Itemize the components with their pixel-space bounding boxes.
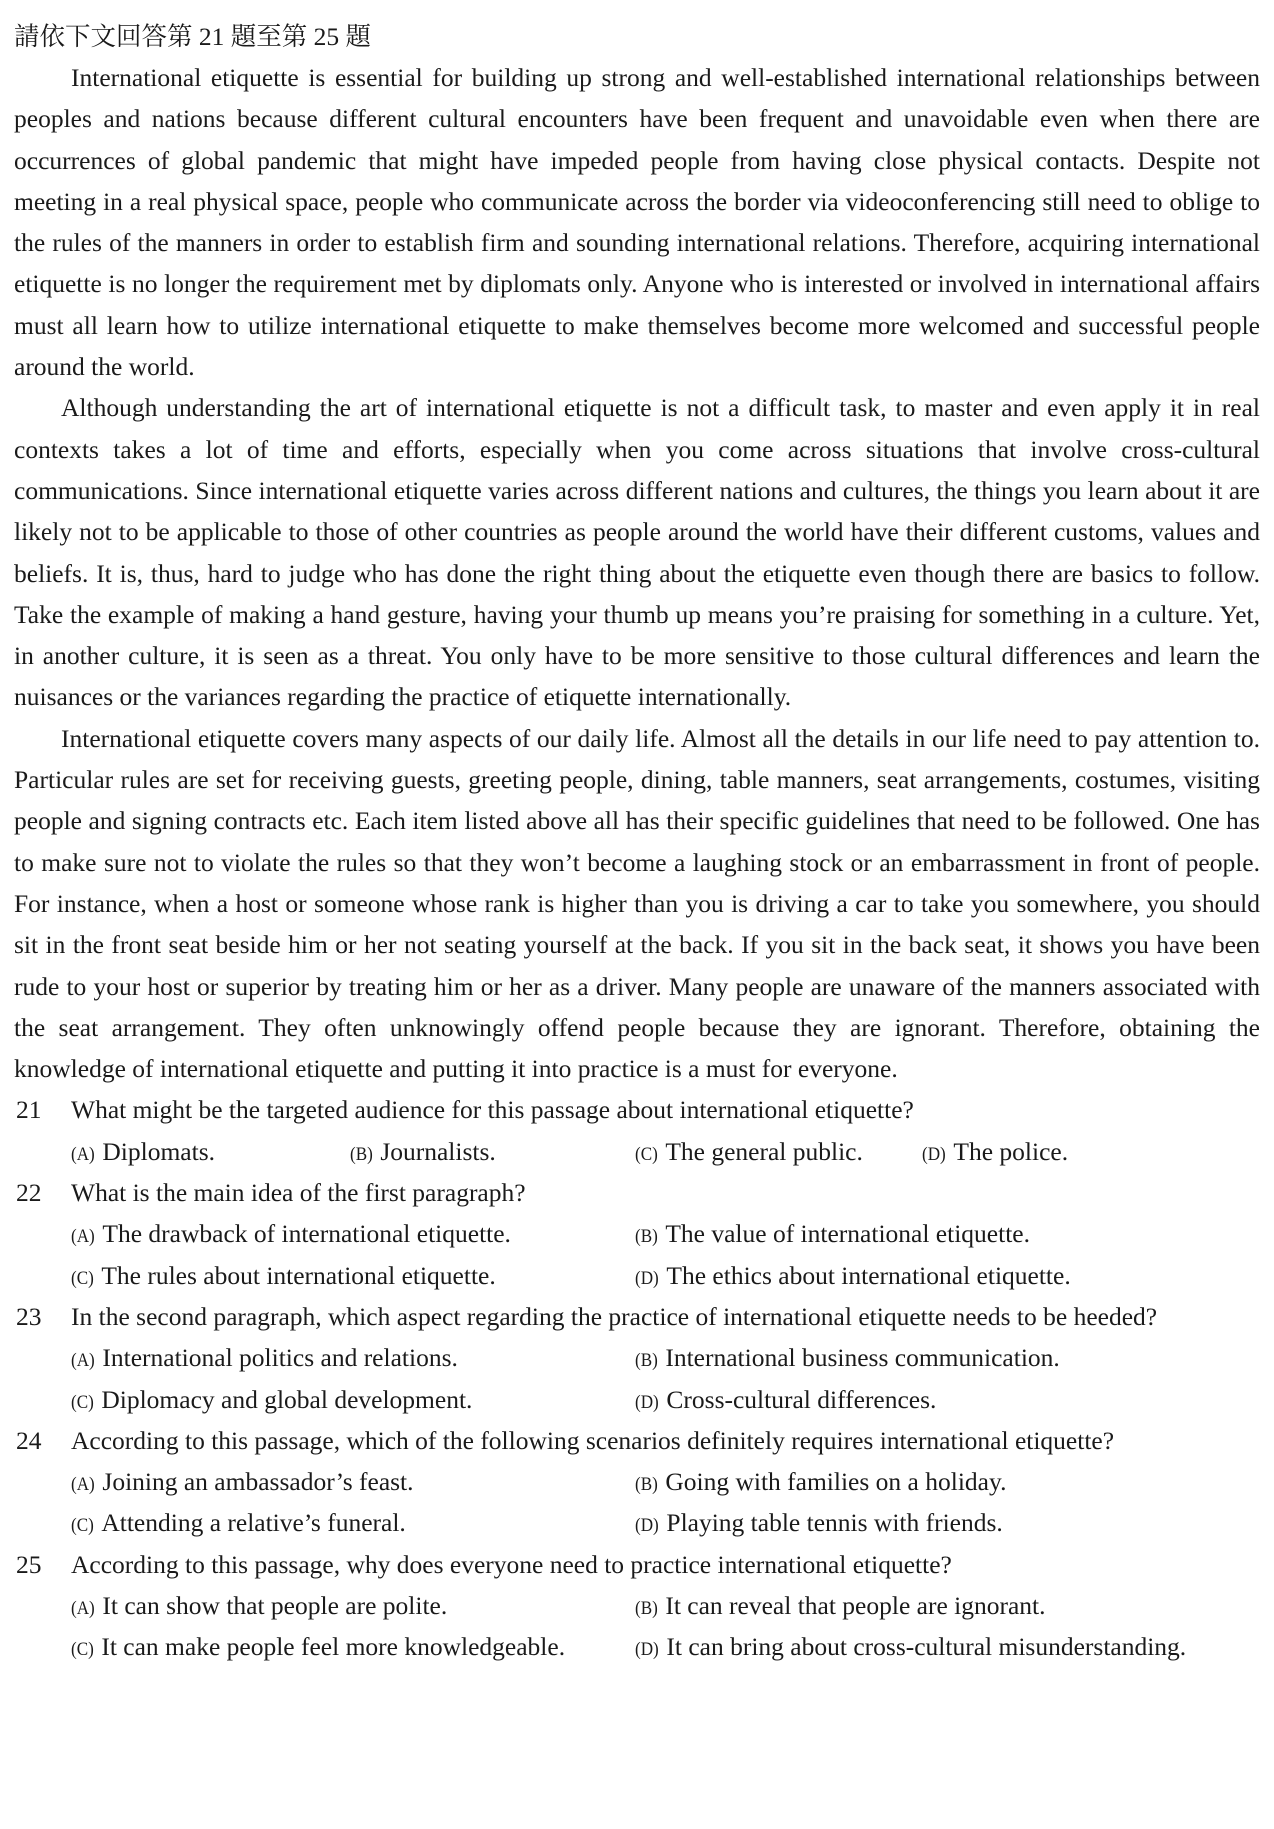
option-a	[71, 1131, 215, 1175]
options-row	[14, 1337, 1260, 1378]
option-a	[71, 1461, 414, 1505]
option-text: The police.	[953, 1136, 1069, 1166]
option-b	[635, 1213, 1030, 1257]
option-b	[635, 1337, 1060, 1381]
question-21	[14, 1089, 1260, 1130]
question-number: 25	[16, 1549, 42, 1579]
options-row	[14, 1213, 1260, 1254]
option-text: The value of international etiquette.	[665, 1219, 1030, 1249]
option-b	[350, 1131, 496, 1175]
option-letter: (A)	[71, 1474, 95, 1496]
question-23	[14, 1296, 1260, 1337]
option-text: Diplomacy and global development.	[101, 1384, 473, 1414]
option-b	[635, 1461, 1006, 1505]
options-row	[14, 1461, 1260, 1502]
question-text: In the second paragraph, which aspect regarding the practice of international etiquette needs to be heeded?	[71, 1301, 1158, 1331]
option-letter: (D)	[635, 1515, 659, 1537]
passage-paragraph-1: International etiquette is essential for building up strong and well-established international relationships between peoples and nations because different cultural encounters have been frequent and unavoidable even when there are occurrences of global pandemic that might have impeded people from having close physical contacts. Despite not meeting in a real physical space, people who communicate across the border via videoconferencing still need to oblige to the rules of the manners in order to establish firm and sounding international relations. Therefore, acquiring international etiquette is no longer the requirement met by diplomats only. Anyone who is interested or involved in international affairs must all learn how to utilize international etiquette to make themselves become more welcomed and successful people around the world.	[14, 63, 1260, 382]
question-number: 24	[16, 1425, 42, 1455]
option-text: The ethics about international etiquette.	[666, 1260, 1071, 1290]
option-text: Going with families on a holiday.	[665, 1467, 1007, 1497]
option-text: The general public.	[665, 1136, 863, 1166]
options-row	[14, 1379, 1260, 1420]
option-b	[635, 1585, 1046, 1629]
option-text: It can reveal that people are ignorant.	[665, 1590, 1046, 1620]
option-text: Journalists.	[380, 1136, 496, 1166]
option-letter: (D)	[635, 1639, 659, 1661]
option-letter: (B)	[635, 1597, 658, 1619]
option-c	[635, 1131, 863, 1175]
question-text: What is the main idea of the first paragraph?	[71, 1178, 526, 1208]
option-letter: (A)	[71, 1597, 95, 1619]
option-c	[71, 1502, 406, 1546]
passage-paragraph-2: Although understanding the art of international etiquette is not a difficult task, to master and even apply it in real contexts takes a lot of time and efforts, especially when you come across situations that involve cross-cultural communications. Since international etiquette varies across different nations and cultures, the things you learn about it are likely not to be applicable to those of other countries as people around the world have their different customs, values and beliefs. It is, thus, hard to judge who has done the right thing about the etiquette even though there are basics to follow. Take the example of making a hand gesture, having your thumb up means you’re praising for something in a culture. Yet, in another culture, it is seen as a threat. You only have to be more sensitive to those cultural differences and learn the nuisances or the variances regarding the practice of etiquette internationally.	[14, 393, 1260, 712]
option-text: Diplomats.	[102, 1136, 216, 1166]
option-letter: (B)	[635, 1474, 658, 1496]
option-text: International business communication.	[665, 1343, 1060, 1373]
options-row	[14, 1502, 1260, 1543]
options-row	[14, 1626, 1260, 1667]
option-letter: (C)	[71, 1391, 94, 1413]
option-d	[635, 1255, 1071, 1299]
exam-page	[14, 16, 1260, 1668]
options-row	[14, 1585, 1260, 1626]
option-text: It can make people feel more knowledgeable.	[101, 1632, 566, 1662]
option-text: Playing table tennis with friends.	[666, 1508, 1003, 1538]
question-number: 23	[16, 1301, 42, 1331]
option-text: It can show that people are polite.	[102, 1590, 448, 1620]
question-text: What might be the targeted audience for this passage about international etiquette?	[71, 1095, 914, 1125]
option-letter: (B)	[635, 1226, 658, 1248]
option-d	[635, 1379, 936, 1423]
option-c	[71, 1379, 472, 1423]
passage-paragraph-3: International etiquette covers many aspects of our daily life. Almost all the details in our life need to pay attention to. Particular rules are set for receiving guests, greeting people, dining, table manners, seat arrangements, costumes, visiting people and signing contracts etc. Each item listed above all has their specific guidelines that need to be followed. One has to make sure not to violate the rules so that they won’t become a laughing stock or an embarrassment in front of people. For instance, when a host or someone whose rank is higher than you is driving a car to take you somewhere, you should sit in the front seat beside him or her not seating yourself at the back. If you sit in the back seat, it shows you have been rude to your host or superior by treating him or her as a driver. Many people are unaware of the manners associated with the seat arrangement. They often unknowingly offend people because they are ignorant. Therefore, obtaining the knowledge of international etiquette and putting it into practice is a must for everyone.	[14, 723, 1260, 1084]
option-a	[71, 1585, 447, 1629]
option-letter: (C)	[71, 1515, 94, 1537]
option-letter: (B)	[635, 1350, 658, 1372]
option-d	[922, 1131, 1068, 1175]
option-d	[635, 1626, 1186, 1670]
option-letter: (A)	[71, 1226, 95, 1248]
option-a	[71, 1213, 511, 1257]
option-letter: (D)	[635, 1267, 659, 1289]
option-text: Cross-cultural differences.	[666, 1384, 937, 1414]
question-22	[14, 1172, 1260, 1213]
option-c	[71, 1255, 496, 1299]
question-24	[14, 1420, 1260, 1461]
option-letter: (C)	[71, 1639, 94, 1661]
option-text: The drawback of international etiquette.	[102, 1219, 511, 1249]
question-text: According to this passage, which of the following scenarios definitely requires international etiquette?	[71, 1425, 1115, 1455]
question-25	[14, 1544, 1260, 1585]
question-number: 21	[16, 1095, 42, 1125]
option-letter: (A)	[71, 1350, 95, 1372]
option-text: International politics and relations.	[102, 1343, 458, 1373]
option-text: Attending a relative’s funeral.	[101, 1508, 406, 1538]
option-text: It can bring about cross-cultural misunderstanding.	[666, 1632, 1187, 1662]
option-letter: (C)	[71, 1267, 94, 1289]
option-letter: (B)	[350, 1143, 373, 1165]
question-text: According to this passage, why does everyone need to practice international etiquette?	[71, 1549, 952, 1579]
options-row	[14, 1131, 1260, 1172]
options-row	[14, 1255, 1260, 1296]
option-letter: (D)	[922, 1143, 946, 1165]
option-letter: (A)	[71, 1143, 95, 1165]
question-number: 22	[16, 1178, 42, 1208]
option-a	[71, 1337, 458, 1381]
option-c	[71, 1626, 565, 1670]
option-text: Joining an ambassador’s feast.	[102, 1467, 414, 1497]
section-heading: 請依下文回答第 21 題至第 25 題	[14, 22, 372, 51]
option-text: The rules about international etiquette.	[101, 1260, 496, 1290]
option-letter: (C)	[635, 1143, 658, 1165]
option-letter: (D)	[635, 1391, 659, 1413]
option-d	[635, 1502, 1003, 1546]
